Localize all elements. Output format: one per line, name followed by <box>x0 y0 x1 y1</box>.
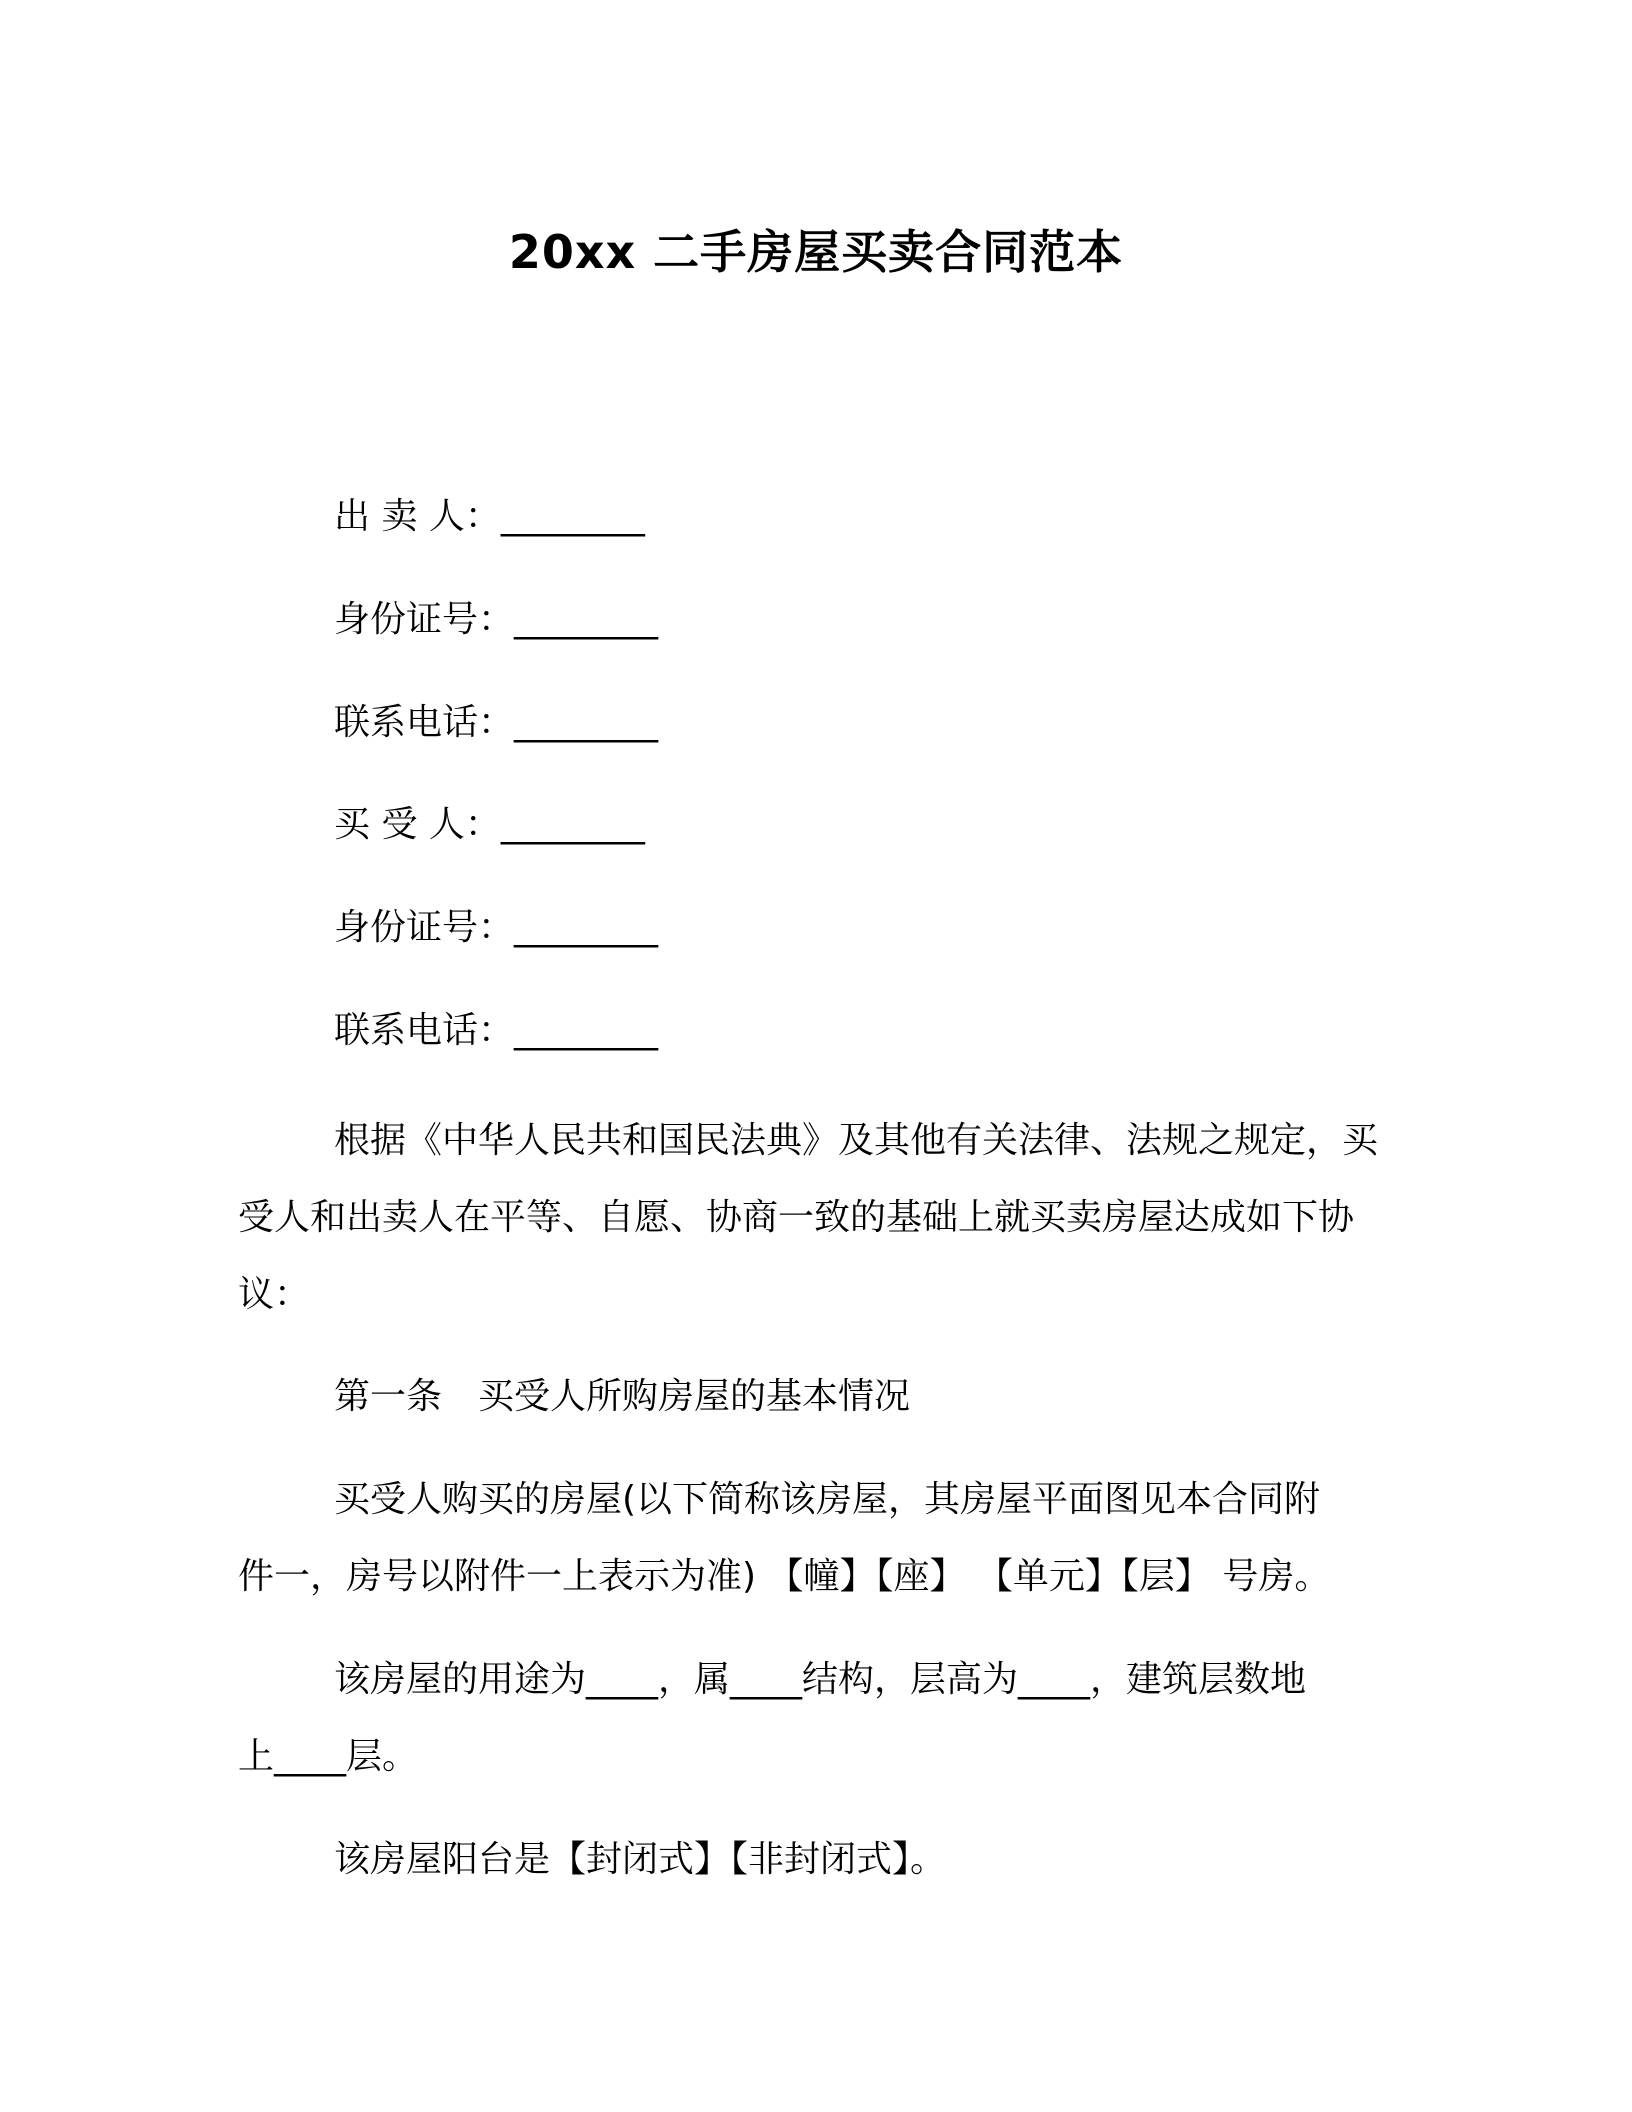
seller-phone-field: 联系电话：________ <box>334 702 659 743</box>
article1-paragraph3: 该房屋阳台是【封闭式】【非封闭式】。 <box>334 1839 947 1880</box>
article1-paragraph2-line1: 该房屋的用途为____，属____结构，层高为____，建筑层数地 <box>334 1659 1307 1700</box>
article1-paragraph1-line2: 件一，房号以附件一上表示为准) 【幢】【座】 【单元】【层】 号房。 <box>238 1556 1331 1597</box>
buyer-id-field: 身份证号：________ <box>334 907 659 948</box>
document-title: 20xx 二手房屋买卖合同范本 <box>508 225 1124 279</box>
seller-id-field: 身份证号：________ <box>334 599 659 640</box>
preamble-paragraph <box>238 1102 1398 1333</box>
seller-name-field: 出 卖 人：________ <box>334 496 645 537</box>
article1-paragraph2-line2: 上____层。 <box>238 1736 419 1777</box>
buyer-name-field: 买 受 人：________ <box>334 804 645 845</box>
article1-heading: 第一条 买受人所购房屋的基本情况 <box>334 1376 911 1417</box>
preamble-text: 根据《中华人民共和国民法典》及其他有关法律、法规之规定，买受人和出卖人在平等、自愿、协商一致的基础上就买卖房屋达成如下协议： <box>238 1120 1379 1315</box>
buyer-phone-field: 联系电话：________ <box>334 1010 659 1051</box>
article1-paragraph1-line1: 买受人购买的房屋(以下简称该房屋，其房屋平面图见本合同附 <box>334 1479 1321 1520</box>
